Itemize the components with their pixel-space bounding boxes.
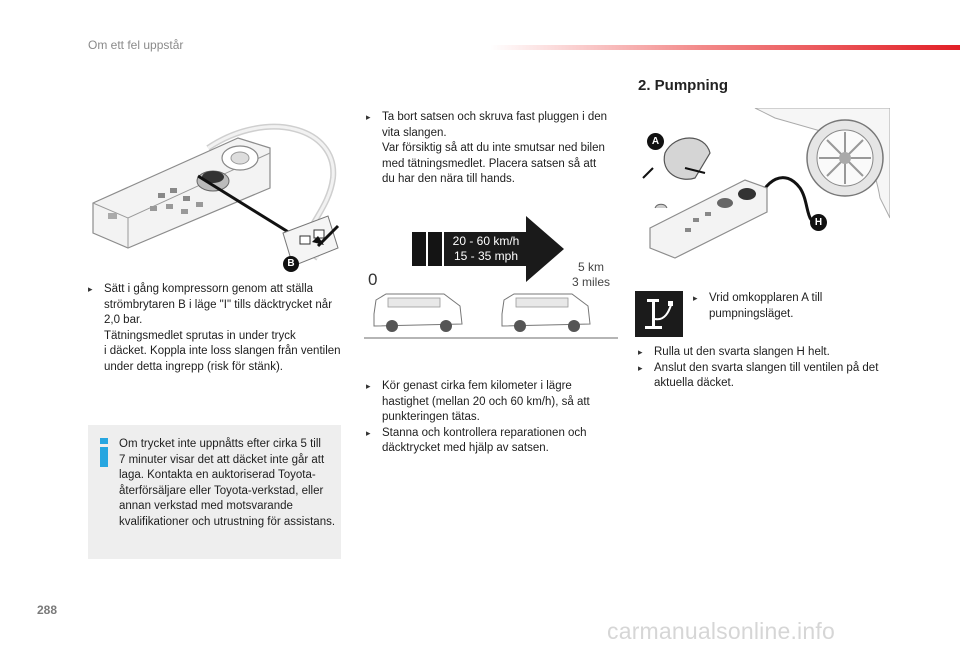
bullet-icon: ▸ [366, 381, 371, 391]
section-title: 2. Pumpning [638, 77, 728, 94]
middle-top-step-list [366, 110, 611, 188]
label-b-badge [283, 256, 299, 272]
header-title: Om ett fel uppstår [88, 38, 184, 52]
speed-mph-label: 15 - 35 mph [453, 249, 519, 263]
van-right-icon [502, 294, 590, 332]
right-step-switch [693, 291, 873, 322]
left-step-1-text: Sätt i gång kompressorn genom att ställa strömbrytaren B i läge "I" tills däcktrycket når 2,0 bar. Tätningsmedlet sprutas in under tryck i däcket. Koppla inte loss slangen från ventilen under detta ingrepp (risk för stänk). [104, 283, 341, 373]
label-a: A [651, 136, 660, 147]
right-step-1-text: Rulla ut den svarta slangen H helt. [654, 346, 830, 358]
left-step-1 [88, 282, 346, 375]
bullet-icon: ▸ [693, 293, 698, 303]
label-b: B [287, 258, 295, 269]
distance-miles-label: 3 miles [571, 275, 610, 289]
watermark-text: carmanualsonline.info [607, 618, 835, 644]
middle-step-3 [366, 426, 611, 457]
start-label: 0 [368, 270, 378, 289]
middle-step-1 [366, 110, 611, 188]
middle-step-2-text: Kör genast cirka fem kilometer i lägre hastighet (mellan 20 och 60 km/h), så att punkteringen tätas. [382, 380, 590, 423]
right-step-switch-text: Vrid omkopplaren A till pumpningsläget. [709, 292, 823, 320]
bullet-icon: ▸ [638, 347, 643, 357]
info-box-text: Om trycket inte uppnåtts efter cirka 5 till 7 minuter visar det att däcket inte går att laga. Kontakta en auktoriserad Toyota-återförsäljare eller Toyota-verkstad, eller annan verkstad med motsvarande kvalifikationer och utrustning för assistans. [119, 438, 336, 528]
page-number: 288 [37, 603, 58, 617]
right-switch-step [693, 291, 873, 322]
drive-speed-diagram [364, 214, 618, 344]
right-step-list [638, 345, 883, 392]
middle-bottom-step-list [366, 379, 611, 457]
bullet-icon: ▸ [366, 112, 371, 122]
middle-step-3-text: Stanna och kontrollera reparationen och däcktrycket med hjälp av satsen. [382, 426, 587, 454]
label-h-badge [810, 214, 827, 231]
compressor-switch-illustration [88, 108, 341, 276]
right-step-2-text: Anslut den svarta slangen till ventilen på det aktuella däcket. [654, 361, 879, 389]
pumping-illustration [635, 108, 890, 268]
right-step-1 [638, 345, 883, 361]
middle-step-1-text: Ta bort satsen och skruva fast pluggen i den vita slangen. Var försiktig så att du inte smutsar ned bilen med tätningsmedlet. Placera satsen så att du har den nära till hands. [382, 111, 608, 185]
header-accent-bar [490, 45, 960, 50]
distance-km-label: 5 km [577, 260, 604, 274]
van-left-icon [374, 294, 462, 332]
speed-kmh-label: 20 - 60 km/h [452, 234, 520, 248]
tire-pump-icon [635, 291, 683, 337]
bullet-icon: ▸ [638, 362, 643, 373]
bullet-icon: ▸ [366, 427, 371, 438]
label-h: H [814, 217, 823, 228]
right-step-2 [638, 361, 883, 392]
info-box [88, 425, 341, 559]
bullet-icon: ▸ [88, 284, 93, 294]
middle-step-2 [366, 379, 611, 426]
label-a-badge [647, 133, 664, 150]
left-step-list [88, 282, 346, 375]
